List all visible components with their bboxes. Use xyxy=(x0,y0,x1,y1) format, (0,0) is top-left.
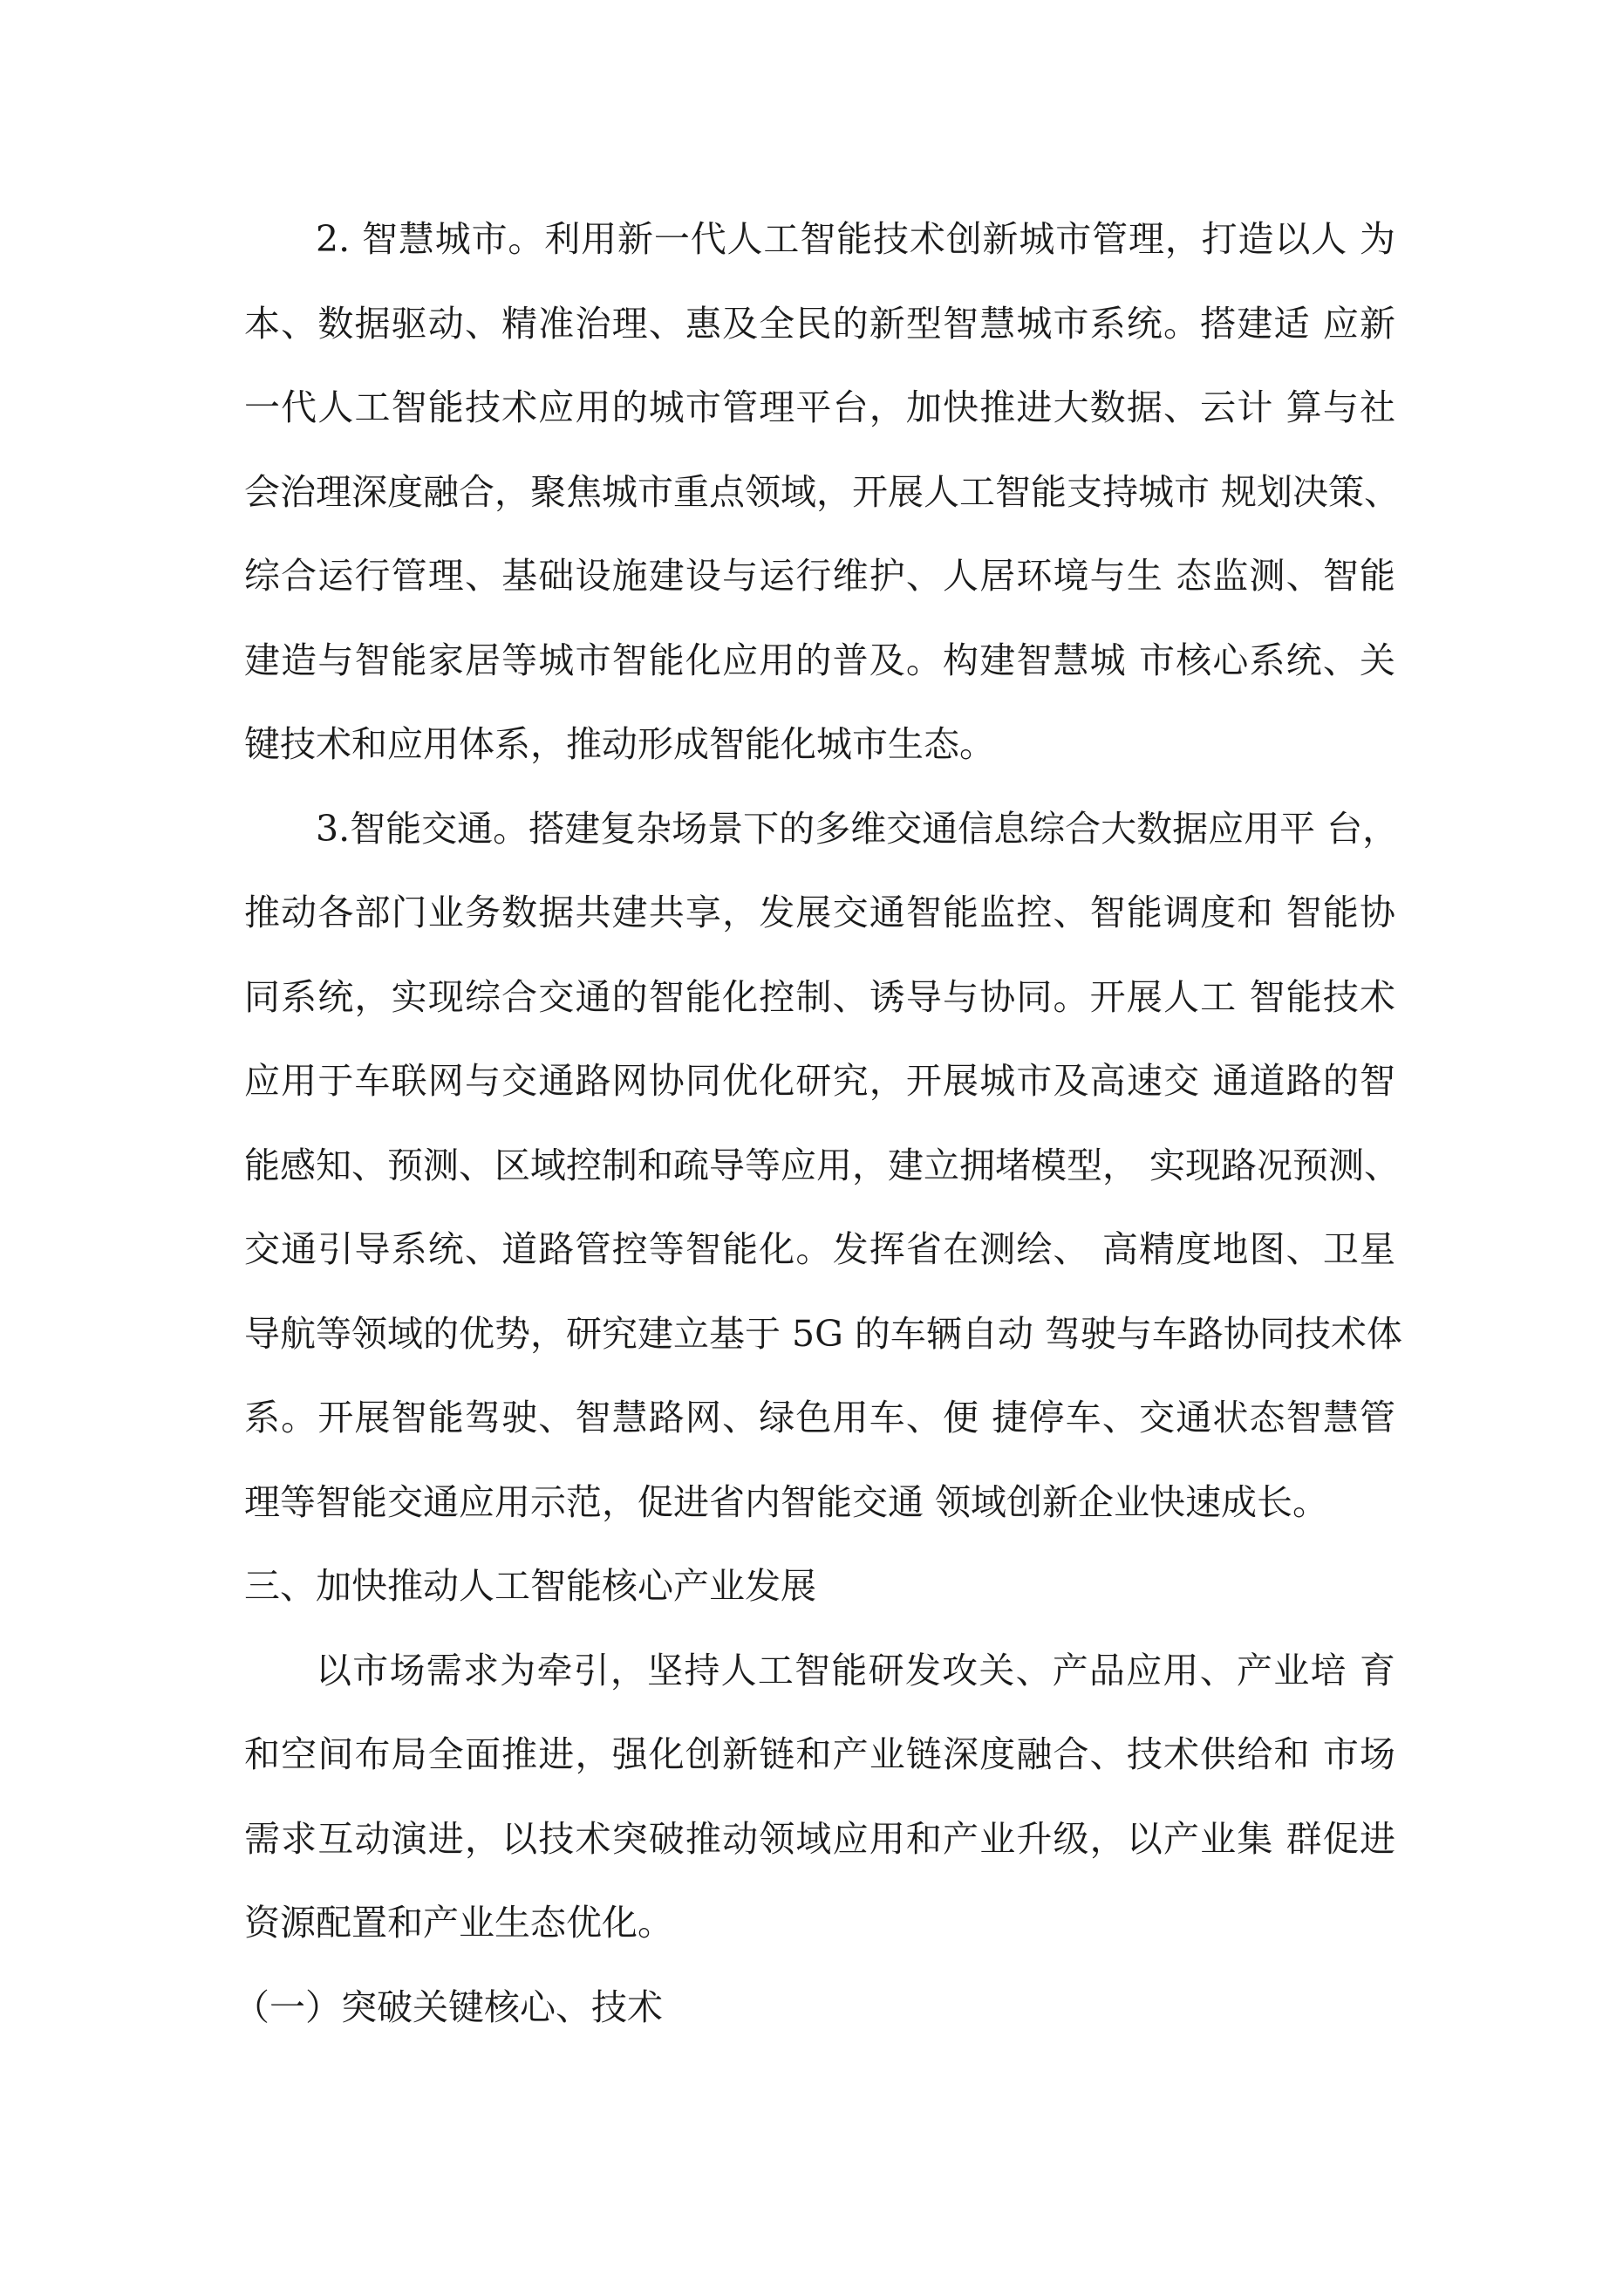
paragraph-intro-line-3: 需求互动演进，以技术突破推动领域应用和产业升级，以产业集 群促进 xyxy=(244,1818,1395,1860)
paragraph-smart-traffic-line-1: 3.智能交通。搭建复杂场景下的多维交通信息综合大数据应用平 台， xyxy=(316,808,1399,850)
paragraph-smart-traffic-line-9: 理等智能交通应用示范，促进省内智能交通 领域创新企业快速成长。 xyxy=(244,1481,1329,1523)
paragraph-intro-line-2: 和空间布局全面推进，强化创新链和产业链深度融合、技术供给和 市场 xyxy=(244,1733,1395,1775)
paragraph-smart-city-line-4: 会治理深度融合，聚焦城市重点领域，开展人工智能支持城市 规划决策、 xyxy=(244,471,1401,513)
paragraph-smart-city-line-6: 建造与智能家居等城市智能化应用的普及。构建智慧城 市核心系统、关 xyxy=(244,639,1395,681)
subsection-heading: （一）突破关键核心、技术 xyxy=(234,1986,663,2028)
paragraph-smart-traffic-line-2: 推动各部门业务数据共建共享，发展交通智能监控、智能调度和 智能协 xyxy=(244,892,1395,933)
paragraph-smart-city-line-3: 一代人工智能技术应用的城市管理平台，加快推进大数据、云计 算与社 xyxy=(244,386,1395,428)
paragraph-smart-traffic-line-4: 应用于车联网与交通路网协同优化研究，开展城市及高速交 通道路的智 xyxy=(244,1060,1395,1102)
paragraph-intro-line-1: 以市场需求为牵引，坚持人工智能研发攻关、产品应用、产业培 育 xyxy=(316,1650,1395,1691)
paragraph-smart-city-line-5: 综合运行管理、基础设施建设与运行维护、人居环境与生 态监测、智能 xyxy=(244,555,1395,597)
paragraph-smart-traffic-line-7: 导航等领域的优势，研究建立基于 5G 的车辆自动 驾驶与车路协同技术体 xyxy=(244,1313,1402,1355)
paragraph-smart-traffic-line-8: 系。开展智能驾驶、智慧路网、绿色用车、便 捷停车、交通状态智慧管 xyxy=(244,1397,1395,1438)
paragraph-smart-traffic-line-6: 交通引导系统、道路管控等智能化。发挥省在测绘、 高精度地图、卫星 xyxy=(244,1228,1395,1270)
paragraph-smart-city-line-1: 2. 智慧城市。利用新一代人工智能技术创新城市管理，打造以人 为 xyxy=(316,218,1395,260)
paragraph-smart-city-line-7: 键技术和应用体系，推动形成智能化城市生态。 xyxy=(244,723,995,765)
paragraph-intro-line-4: 资源配置和产业生态优化。 xyxy=(244,1902,673,1944)
section-heading: 三、加快推动人工智能核心产业发展 xyxy=(244,1565,816,1607)
paragraph-smart-traffic-line-3: 同系统，实现综合交通的智能化控制、诱导与协同。开展人工 智能技术 xyxy=(244,976,1395,1018)
paragraph-smart-traffic-line-5: 能感知、预测、区域控制和疏导等应用，建立拥堵模型， 实现路况预测、 xyxy=(244,1145,1401,1186)
paragraph-smart-city-line-2: 本、数据驱动、精准治理、惠及全民的新型智慧城市系统。搭建适 应新 xyxy=(244,303,1395,345)
